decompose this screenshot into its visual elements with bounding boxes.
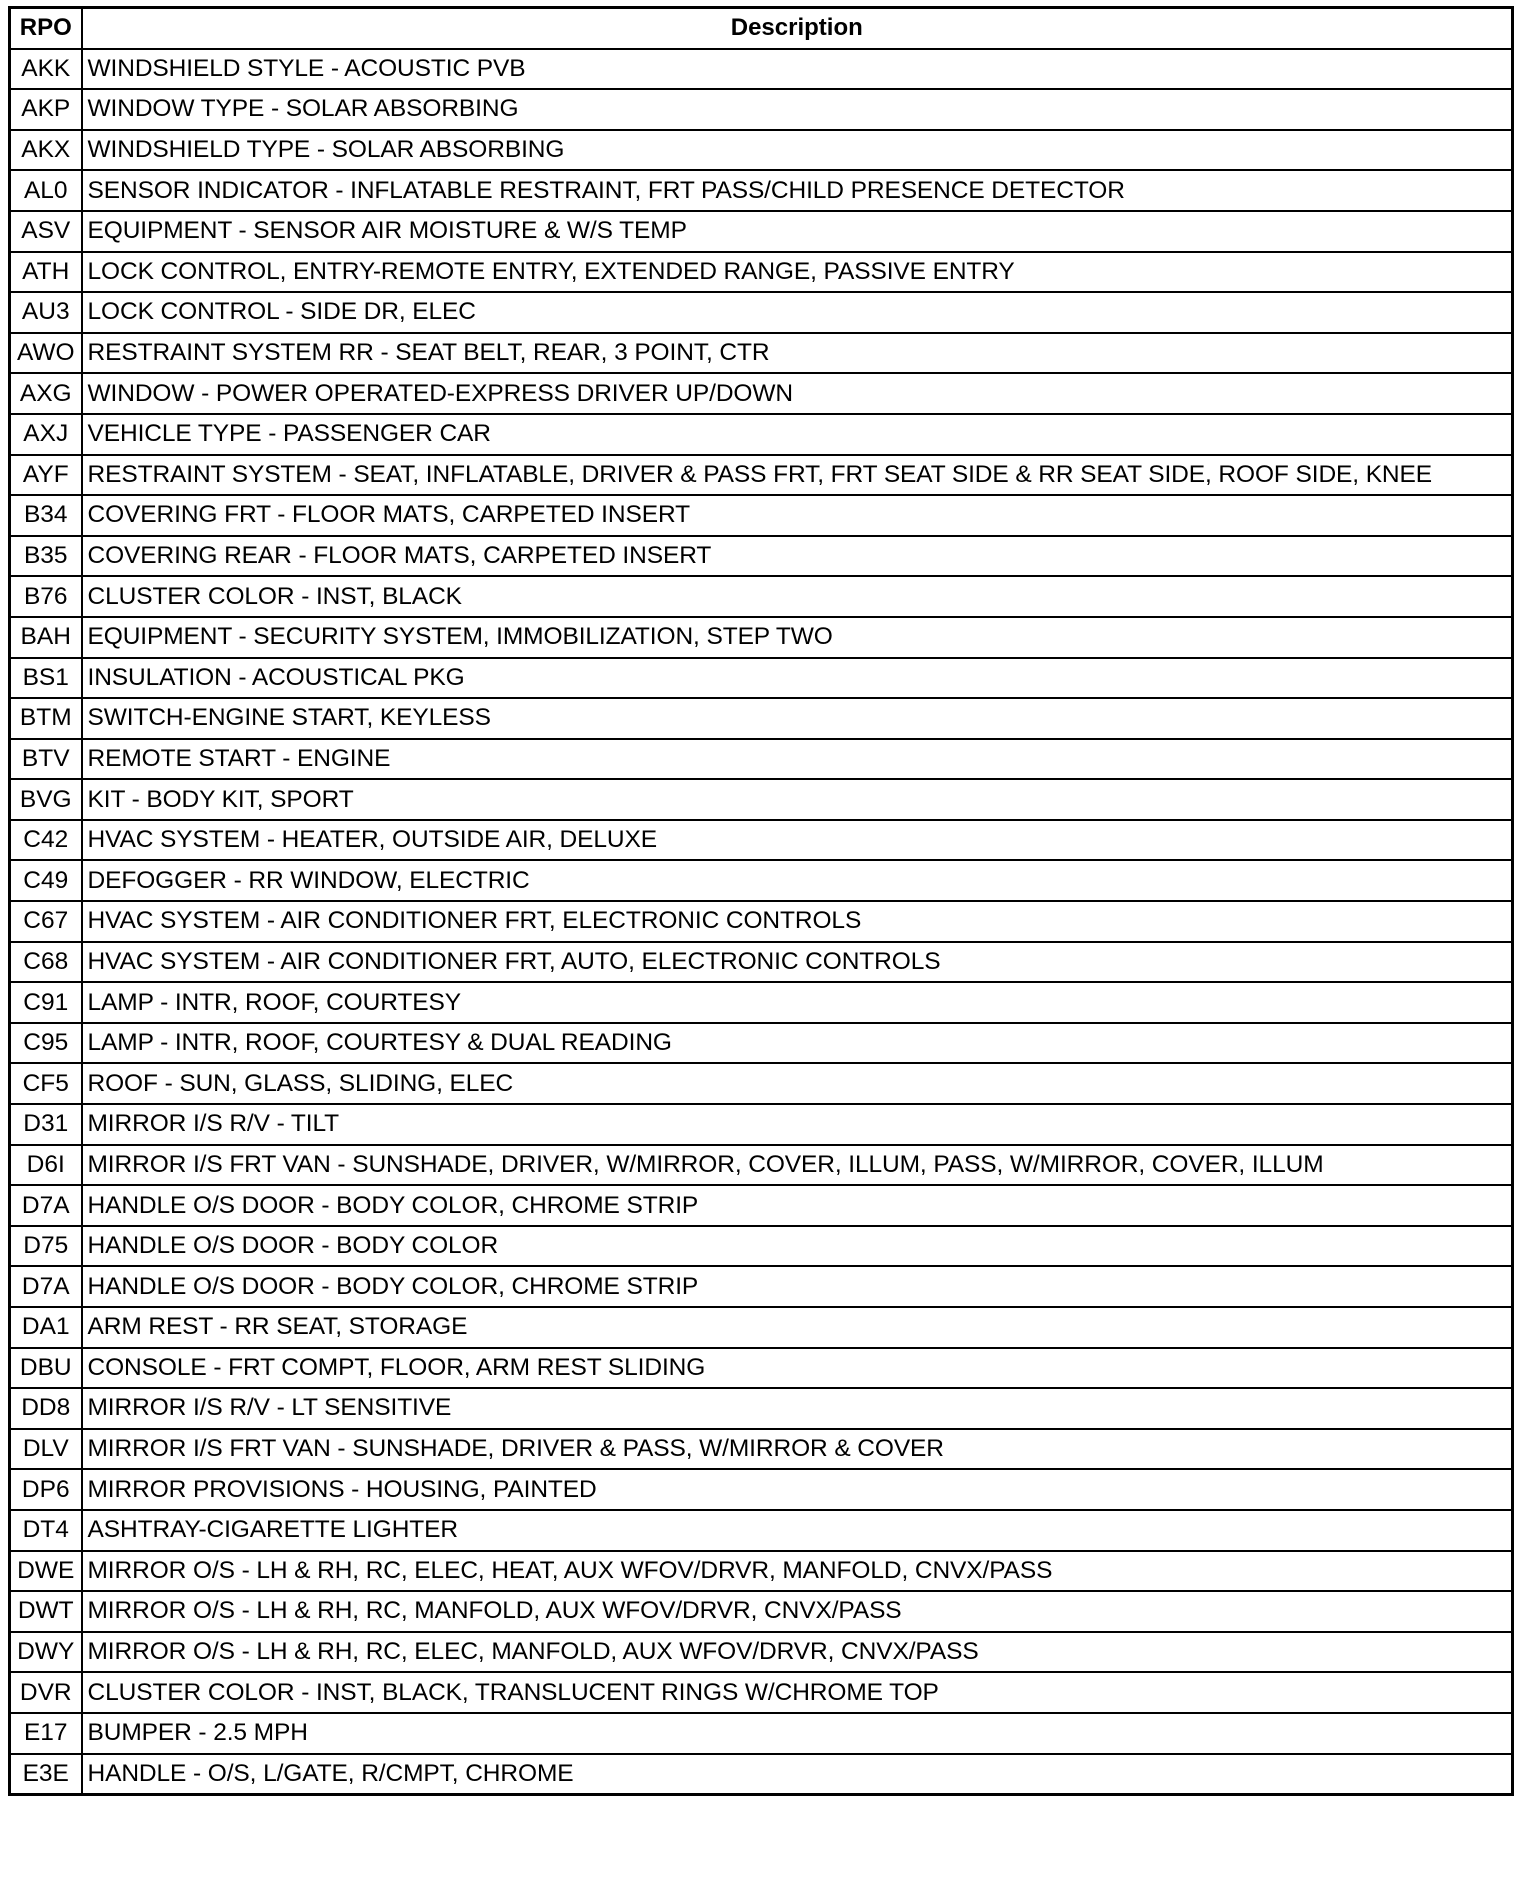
rpo-table bbox=[8, 6, 1514, 1796]
table-row bbox=[10, 495, 1513, 536]
rpo-code-cell: E3E bbox=[10, 1754, 82, 1795]
description-cell: ASHTRAY-CIGARETTE LIGHTER bbox=[82, 1510, 1513, 1551]
description-cell: LOCK CONTROL - SIDE DR, ELEC bbox=[82, 292, 1513, 333]
rpo-code-cell: AYF bbox=[10, 455, 82, 496]
description-cell: REMOTE START - ENGINE bbox=[82, 739, 1513, 780]
rpo-code-cell: BS1 bbox=[10, 658, 82, 699]
description-cell: LAMP - INTR, ROOF, COURTESY & DUAL READING bbox=[82, 1023, 1513, 1064]
table-row bbox=[10, 617, 1513, 658]
description-cell: ROOF - SUN, GLASS, SLIDING, ELEC bbox=[82, 1063, 1513, 1104]
rpo-code-cell: DVR bbox=[10, 1672, 82, 1713]
description-cell: MIRROR I/S FRT VAN - SUNSHADE, DRIVER, W/MIRROR, COVER, ILLUM, PASS, W/MIRROR, COVER, ILLUM bbox=[82, 1145, 1513, 1186]
table-row bbox=[10, 1226, 1513, 1267]
description-cell: CONSOLE - FRT COMPT, FLOOR, ARM REST SLIDING bbox=[82, 1348, 1513, 1389]
table-row bbox=[10, 820, 1513, 861]
table-row bbox=[10, 455, 1513, 496]
rpo-code-cell: ATH bbox=[10, 252, 82, 293]
rpo-code-cell: B76 bbox=[10, 576, 82, 617]
description-cell: VEHICLE TYPE - PASSENGER CAR bbox=[82, 414, 1513, 455]
description-cell: MIRROR I/S R/V - TILT bbox=[82, 1104, 1513, 1145]
description-column-header: Description bbox=[82, 8, 1513, 49]
rpo-code-cell: AXG bbox=[10, 373, 82, 414]
rpo-code-cell: BAH bbox=[10, 617, 82, 658]
table-row bbox=[10, 1551, 1513, 1592]
rpo-code-cell: BTV bbox=[10, 739, 82, 780]
table-row bbox=[10, 536, 1513, 577]
rpo-code-cell: AL0 bbox=[10, 170, 82, 211]
table-row bbox=[10, 333, 1513, 374]
table-row bbox=[10, 1063, 1513, 1104]
rpo-code-cell: AKP bbox=[10, 89, 82, 130]
description-cell: MIRROR I/S FRT VAN - SUNSHADE, DRIVER & PASS, W/MIRROR & COVER bbox=[82, 1429, 1513, 1470]
description-cell: INSULATION - ACOUSTICAL PKG bbox=[82, 658, 1513, 699]
table-row bbox=[10, 779, 1513, 820]
table-row bbox=[10, 1145, 1513, 1186]
rpo-code-cell: C91 bbox=[10, 982, 82, 1023]
description-cell: HANDLE - O/S, L/GATE, R/CMPT, CHROME bbox=[82, 1754, 1513, 1795]
rpo-code-cell: CF5 bbox=[10, 1063, 82, 1104]
rpo-code-cell: DWT bbox=[10, 1591, 82, 1632]
table-row bbox=[10, 1591, 1513, 1632]
description-cell: LOCK CONTROL, ENTRY-REMOTE ENTRY, EXTENDED RANGE, PASSIVE ENTRY bbox=[82, 252, 1513, 293]
table-row bbox=[10, 1388, 1513, 1429]
description-cell: MIRROR O/S - LH & RH, RC, MANFOLD, AUX WFOV/DRVR, CNVX/PASS bbox=[82, 1591, 1513, 1632]
description-cell: KIT - BODY KIT, SPORT bbox=[82, 779, 1513, 820]
table-row bbox=[10, 698, 1513, 739]
description-cell: CLUSTER COLOR - INST, BLACK bbox=[82, 576, 1513, 617]
rpo-code-cell: D7A bbox=[10, 1266, 82, 1307]
rpo-code-cell: DD8 bbox=[10, 1388, 82, 1429]
description-cell: CLUSTER COLOR - INST, BLACK, TRANSLUCENT RINGS W/CHROME TOP bbox=[82, 1672, 1513, 1713]
rpo-code-cell: B34 bbox=[10, 495, 82, 536]
description-cell: EQUIPMENT - SENSOR AIR MOISTURE & W/S TEMP bbox=[82, 211, 1513, 252]
rpo-code-cell: BVG bbox=[10, 779, 82, 820]
rpo-code-cell: AKX bbox=[10, 130, 82, 171]
table-row bbox=[10, 1510, 1513, 1551]
table-row bbox=[10, 901, 1513, 942]
rpo-code-cell: C42 bbox=[10, 820, 82, 861]
table-row bbox=[10, 982, 1513, 1023]
table-row bbox=[10, 292, 1513, 333]
rpo-code-cell: BTM bbox=[10, 698, 82, 739]
table-row bbox=[10, 739, 1513, 780]
description-cell: DEFOGGER - RR WINDOW, ELECTRIC bbox=[82, 860, 1513, 901]
description-cell: BUMPER - 2.5 MPH bbox=[82, 1713, 1513, 1754]
description-cell: HANDLE O/S DOOR - BODY COLOR bbox=[82, 1226, 1513, 1267]
rpo-code-cell: AU3 bbox=[10, 292, 82, 333]
table-row bbox=[10, 1266, 1513, 1307]
table-row bbox=[10, 252, 1513, 293]
description-cell: RESTRAINT SYSTEM - SEAT, INFLATABLE, DRIVER & PASS FRT, FRT SEAT SIDE & RR SEAT SIDE, ROOF SIDE, KNEE bbox=[82, 455, 1513, 496]
description-cell: EQUIPMENT - SECURITY SYSTEM, IMMOBILIZATION, STEP TWO bbox=[82, 617, 1513, 658]
rpo-code-cell: DT4 bbox=[10, 1510, 82, 1551]
rpo-code-cell: DA1 bbox=[10, 1307, 82, 1348]
description-cell: WINDOW - POWER OPERATED-EXPRESS DRIVER UP/DOWN bbox=[82, 373, 1513, 414]
table-row bbox=[10, 1104, 1513, 1145]
table-row bbox=[10, 1429, 1513, 1470]
table-row bbox=[10, 89, 1513, 130]
table-row bbox=[10, 1348, 1513, 1389]
rpo-code-cell: D31 bbox=[10, 1104, 82, 1145]
table-row bbox=[10, 1469, 1513, 1510]
description-cell: HANDLE O/S DOOR - BODY COLOR, CHROME STRIP bbox=[82, 1185, 1513, 1226]
description-cell: MIRROR O/S - LH & RH, RC, ELEC, MANFOLD, AUX WFOV/DRVR, CNVX/PASS bbox=[82, 1632, 1513, 1673]
table-row bbox=[10, 1023, 1513, 1064]
table-row bbox=[10, 211, 1513, 252]
description-cell: LAMP - INTR, ROOF, COURTESY bbox=[82, 982, 1513, 1023]
rpo-code-cell: C67 bbox=[10, 901, 82, 942]
description-cell: COVERING FRT - FLOOR MATS, CARPETED INSERT bbox=[82, 495, 1513, 536]
rpo-code-cell: B35 bbox=[10, 536, 82, 577]
description-cell: RESTRAINT SYSTEM RR - SEAT BELT, REAR, 3 POINT, CTR bbox=[82, 333, 1513, 374]
description-cell: WINDOW TYPE - SOLAR ABSORBING bbox=[82, 89, 1513, 130]
rpo-code-cell: C68 bbox=[10, 942, 82, 983]
description-cell: SENSOR INDICATOR - INFLATABLE RESTRAINT, FRT PASS/CHILD PRESENCE DETECTOR bbox=[82, 170, 1513, 211]
table-row bbox=[10, 414, 1513, 455]
description-cell: MIRROR I/S R/V - LT SENSITIVE bbox=[82, 1388, 1513, 1429]
description-cell: HANDLE O/S DOOR - BODY COLOR, CHROME STRIP bbox=[82, 1266, 1513, 1307]
description-cell: HVAC SYSTEM - AIR CONDITIONER FRT, AUTO, ELECTRONIC CONTROLS bbox=[82, 942, 1513, 983]
rpo-code-cell: AKK bbox=[10, 49, 82, 90]
table-row bbox=[10, 1185, 1513, 1226]
description-cell: WINDSHIELD STYLE - ACOUSTIC PVB bbox=[82, 49, 1513, 90]
description-cell: COVERING REAR - FLOOR MATS, CARPETED INSERT bbox=[82, 536, 1513, 577]
description-cell: HVAC SYSTEM - HEATER, OUTSIDE AIR, DELUXE bbox=[82, 820, 1513, 861]
description-cell: MIRROR O/S - LH & RH, RC, ELEC, HEAT, AUX WFOV/DRVR, MANFOLD, CNVX/PASS bbox=[82, 1551, 1513, 1592]
description-cell: ARM REST - RR SEAT, STORAGE bbox=[82, 1307, 1513, 1348]
rpo-code-cell: D7A bbox=[10, 1185, 82, 1226]
table-row bbox=[10, 576, 1513, 617]
rpo-code-cell: DBU bbox=[10, 1348, 82, 1389]
rpo-code-cell: DWY bbox=[10, 1632, 82, 1673]
table-row bbox=[10, 49, 1513, 90]
table-row bbox=[10, 170, 1513, 211]
rpo-code-cell: C95 bbox=[10, 1023, 82, 1064]
description-cell: MIRROR PROVISIONS - HOUSING, PAINTED bbox=[82, 1469, 1513, 1510]
table-row bbox=[10, 373, 1513, 414]
table-row bbox=[10, 942, 1513, 983]
rpo-code-cell: DP6 bbox=[10, 1469, 82, 1510]
table-header-row bbox=[10, 8, 1513, 49]
table-row bbox=[10, 1632, 1513, 1673]
table-row bbox=[10, 1307, 1513, 1348]
rpo-code-cell: DLV bbox=[10, 1429, 82, 1470]
rpo-code-cell: E17 bbox=[10, 1713, 82, 1754]
description-cell: HVAC SYSTEM - AIR CONDITIONER FRT, ELECTRONIC CONTROLS bbox=[82, 901, 1513, 942]
table-body bbox=[10, 49, 1513, 1795]
table-row bbox=[10, 860, 1513, 901]
rpo-code-cell: AWO bbox=[10, 333, 82, 374]
description-cell: WINDSHIELD TYPE - SOLAR ABSORBING bbox=[82, 130, 1513, 171]
description-cell: SWITCH-ENGINE START, KEYLESS bbox=[82, 698, 1513, 739]
rpo-code-cell: DWE bbox=[10, 1551, 82, 1592]
rpo-code-cell: AXJ bbox=[10, 414, 82, 455]
rpo-column-header: RPO bbox=[10, 8, 82, 49]
table-row bbox=[10, 1672, 1513, 1713]
rpo-table-container bbox=[8, 6, 1511, 1796]
rpo-code-cell: D6I bbox=[10, 1145, 82, 1186]
rpo-code-cell: D75 bbox=[10, 1226, 82, 1267]
table-row bbox=[10, 1713, 1513, 1754]
table-row bbox=[10, 130, 1513, 171]
table-row bbox=[10, 1754, 1513, 1795]
rpo-code-cell: ASV bbox=[10, 211, 82, 252]
rpo-code-cell: C49 bbox=[10, 860, 82, 901]
table-row bbox=[10, 658, 1513, 699]
